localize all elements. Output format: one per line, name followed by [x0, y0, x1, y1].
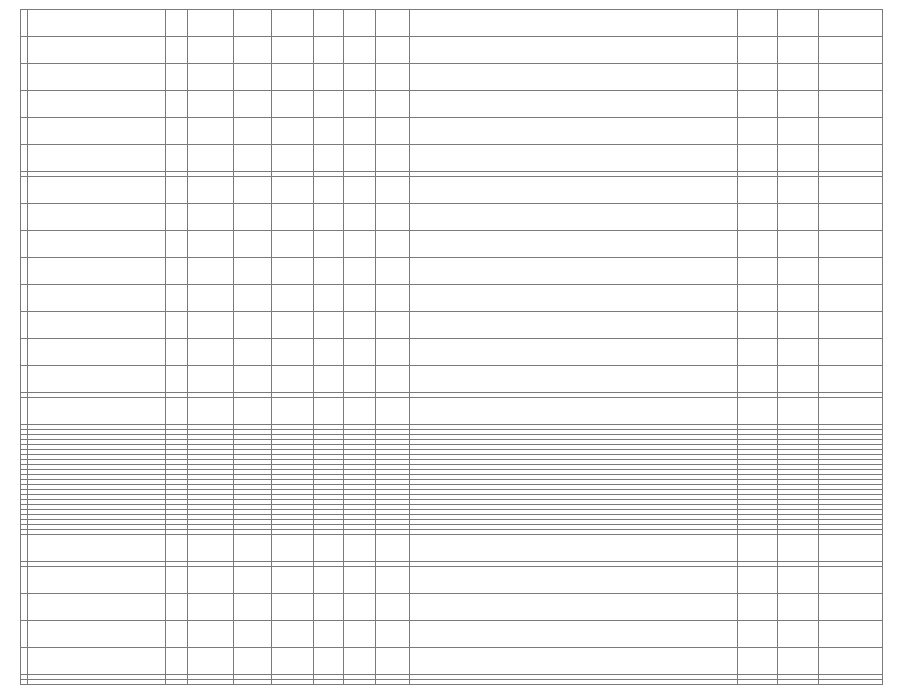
table-cell — [819, 535, 883, 562]
table-cell — [166, 204, 188, 231]
table-cell — [376, 680, 410, 685]
table-row — [21, 648, 883, 675]
table-cell — [234, 10, 272, 37]
table-cell — [314, 177, 344, 204]
table-row — [21, 64, 883, 91]
table-cell — [819, 648, 883, 675]
table-cell — [234, 621, 272, 648]
table-cell — [778, 37, 819, 64]
table-cell — [344, 567, 376, 594]
table-cell — [272, 339, 314, 366]
table-cell — [21, 64, 28, 91]
table-row — [21, 339, 883, 366]
table-cell — [738, 398, 778, 425]
table-cell — [234, 64, 272, 91]
table-cell — [314, 145, 344, 172]
table-cell — [166, 177, 188, 204]
table-cell — [272, 535, 314, 562]
table-cell — [778, 177, 819, 204]
table-cell — [344, 258, 376, 285]
table-cell — [344, 10, 376, 37]
table-cell — [188, 285, 234, 312]
table-cell — [344, 366, 376, 393]
table-cell — [28, 145, 166, 172]
table-cell — [21, 535, 28, 562]
table-cell — [21, 648, 28, 675]
document-sheet — [20, 9, 882, 623]
table-cell — [166, 339, 188, 366]
table-cell — [314, 398, 344, 425]
table-cell — [188, 312, 234, 339]
table-cell — [166, 118, 188, 145]
table-cell — [234, 91, 272, 118]
table-cell — [344, 64, 376, 91]
table-cell — [738, 258, 778, 285]
table-cell — [778, 648, 819, 675]
table-cell — [778, 204, 819, 231]
table-cell — [376, 145, 410, 172]
table-cell — [819, 258, 883, 285]
table-cell — [376, 567, 410, 594]
table-cell — [344, 285, 376, 312]
table-cell — [819, 37, 883, 64]
table-cell — [234, 594, 272, 621]
table-cell — [819, 145, 883, 172]
table-cell — [410, 648, 738, 675]
table-cell — [314, 10, 344, 37]
table-cell — [819, 312, 883, 339]
table-cell — [188, 680, 234, 685]
table-cell — [28, 339, 166, 366]
table-cell — [188, 37, 234, 64]
table-cell — [234, 118, 272, 145]
table-cell — [188, 366, 234, 393]
table-cell — [376, 535, 410, 562]
table-cell — [188, 10, 234, 37]
table-cell — [410, 366, 738, 393]
table-cell — [28, 621, 166, 648]
table-row — [21, 231, 883, 258]
table-cell — [819, 91, 883, 118]
table-cell — [778, 680, 819, 685]
table-cell — [28, 535, 166, 562]
table-cell — [819, 594, 883, 621]
table-cell — [344, 145, 376, 172]
table-cell — [778, 145, 819, 172]
table-cell — [376, 339, 410, 366]
table-cell — [234, 339, 272, 366]
table-cell — [166, 312, 188, 339]
table-cell — [272, 648, 314, 675]
table-cell — [778, 312, 819, 339]
table-cell — [738, 118, 778, 145]
table-cell — [376, 91, 410, 118]
table-row — [21, 621, 883, 648]
table-cell — [188, 567, 234, 594]
table-cell — [819, 621, 883, 648]
table-cell — [819, 680, 883, 685]
table-cell — [778, 621, 819, 648]
table-cell — [738, 621, 778, 648]
table-cell — [376, 118, 410, 145]
table-cell — [738, 648, 778, 675]
table-cell — [376, 398, 410, 425]
table-cell — [410, 91, 738, 118]
table-cell — [314, 91, 344, 118]
table-cell — [234, 567, 272, 594]
table-cell — [21, 37, 28, 64]
table-cell — [410, 10, 738, 37]
table-cell — [738, 145, 778, 172]
table-row — [21, 177, 883, 204]
table-row — [21, 285, 883, 312]
table-cell — [166, 567, 188, 594]
table-cell — [314, 312, 344, 339]
table-cell — [188, 398, 234, 425]
table-cell — [234, 285, 272, 312]
table-cell — [234, 648, 272, 675]
table-cell — [188, 339, 234, 366]
table-cell — [738, 231, 778, 258]
table-cell — [738, 567, 778, 594]
table-cell — [21, 312, 28, 339]
table-cell — [166, 64, 188, 91]
table-row — [21, 594, 883, 621]
table-cell — [376, 621, 410, 648]
table-cell — [376, 594, 410, 621]
table-cell — [738, 594, 778, 621]
table-cell — [376, 10, 410, 37]
table-cell — [21, 567, 28, 594]
table-cell — [344, 621, 376, 648]
table-cell — [272, 366, 314, 393]
table-cell — [738, 91, 778, 118]
table-row — [21, 145, 883, 172]
table-cell — [314, 339, 344, 366]
table-row — [21, 567, 883, 594]
table-cell — [28, 594, 166, 621]
table-cell — [819, 339, 883, 366]
table-cell — [314, 535, 344, 562]
table-cell — [21, 204, 28, 231]
table-cell — [778, 91, 819, 118]
table-cell — [738, 339, 778, 366]
table-row — [21, 680, 883, 685]
table-cell — [21, 145, 28, 172]
table-cell — [410, 398, 738, 425]
table-cell — [21, 231, 28, 258]
table-cell — [28, 204, 166, 231]
table-row — [21, 91, 883, 118]
table-row — [21, 312, 883, 339]
table-cell — [344, 118, 376, 145]
table-row — [21, 37, 883, 64]
table-cell — [738, 366, 778, 393]
table-cell — [314, 594, 344, 621]
table-cell — [272, 680, 314, 685]
table-cell — [314, 118, 344, 145]
table-cell — [188, 64, 234, 91]
table-cell — [376, 366, 410, 393]
table-row — [21, 535, 883, 562]
table-cell — [234, 312, 272, 339]
table-cell — [21, 91, 28, 118]
table-cell — [344, 204, 376, 231]
table-cell — [234, 177, 272, 204]
table-cell — [188, 91, 234, 118]
table-cell — [234, 258, 272, 285]
table-cell — [166, 621, 188, 648]
table-cell — [738, 204, 778, 231]
table-cell — [21, 594, 28, 621]
table-cell — [28, 258, 166, 285]
table-cell — [344, 594, 376, 621]
table-cell — [778, 231, 819, 258]
table-cell — [272, 91, 314, 118]
table-cell — [28, 118, 166, 145]
table-cell — [738, 680, 778, 685]
table-cell — [314, 258, 344, 285]
table-cell — [188, 118, 234, 145]
table-cell — [272, 145, 314, 172]
table-cell — [21, 366, 28, 393]
table-cell — [166, 535, 188, 562]
table-cell — [410, 594, 738, 621]
table-cell — [28, 567, 166, 594]
register-table — [20, 9, 883, 685]
table-cell — [166, 91, 188, 118]
table-cell — [314, 680, 344, 685]
table-cell — [819, 204, 883, 231]
table-cell — [272, 118, 314, 145]
table-cell — [188, 648, 234, 675]
table-cell — [410, 535, 738, 562]
table-cell — [166, 231, 188, 258]
table-cell — [234, 680, 272, 685]
table-cell — [166, 648, 188, 675]
table-cell — [344, 339, 376, 366]
table-row — [21, 10, 883, 37]
table-cell — [314, 648, 344, 675]
table-cell — [376, 285, 410, 312]
table-cell — [166, 10, 188, 37]
table-cell — [21, 621, 28, 648]
table-cell — [738, 535, 778, 562]
table-cell — [28, 398, 166, 425]
table-cell — [314, 64, 344, 91]
table-cell — [410, 680, 738, 685]
table-cell — [166, 680, 188, 685]
table-cell — [376, 258, 410, 285]
table-cell — [272, 312, 314, 339]
table-cell — [738, 177, 778, 204]
table-cell — [21, 177, 28, 204]
table-cell — [272, 285, 314, 312]
table-cell — [28, 648, 166, 675]
table-cell — [188, 145, 234, 172]
table-cell — [410, 567, 738, 594]
table-cell — [188, 231, 234, 258]
table-cell — [410, 177, 738, 204]
table-cell — [344, 37, 376, 64]
table-cell — [778, 567, 819, 594]
table-cell — [410, 285, 738, 312]
table-cell — [234, 204, 272, 231]
table-cell — [166, 258, 188, 285]
table-cell — [778, 398, 819, 425]
table-cell — [738, 285, 778, 312]
table-cell — [21, 258, 28, 285]
table-cell — [28, 37, 166, 64]
table-cell — [272, 177, 314, 204]
table-cell — [272, 398, 314, 425]
table-cell — [344, 398, 376, 425]
table-cell — [21, 10, 28, 37]
table-cell — [314, 621, 344, 648]
table-cell — [738, 10, 778, 37]
table-cell — [314, 231, 344, 258]
table-cell — [234, 145, 272, 172]
table-cell — [272, 10, 314, 37]
table-cell — [778, 258, 819, 285]
table-cell — [28, 91, 166, 118]
table-cell — [819, 177, 883, 204]
table-cell — [272, 258, 314, 285]
table-cell — [344, 535, 376, 562]
table-row — [21, 366, 883, 393]
table-cell — [272, 567, 314, 594]
table-cell — [234, 231, 272, 258]
table-cell — [272, 64, 314, 91]
table-cell — [188, 621, 234, 648]
table-cell — [28, 312, 166, 339]
table-cell — [234, 366, 272, 393]
table-cell — [21, 680, 28, 685]
table-cell — [344, 648, 376, 675]
table-cell — [778, 118, 819, 145]
table-cell — [166, 366, 188, 393]
table-cell — [819, 231, 883, 258]
table-cell — [410, 37, 738, 64]
table-cell — [28, 285, 166, 312]
table-row — [21, 398, 883, 425]
table-row — [21, 204, 883, 231]
table-cell — [166, 145, 188, 172]
table-cell — [410, 204, 738, 231]
table-cell — [376, 312, 410, 339]
table-cell — [410, 312, 738, 339]
table-cell — [166, 285, 188, 312]
table-cell — [188, 535, 234, 562]
table-cell — [188, 594, 234, 621]
table-cell — [28, 231, 166, 258]
table-cell — [376, 204, 410, 231]
table-cell — [272, 231, 314, 258]
table-cell — [376, 177, 410, 204]
table-cell — [234, 37, 272, 64]
table-cell — [188, 204, 234, 231]
table-cell — [410, 258, 738, 285]
table-cell — [376, 64, 410, 91]
table-cell — [234, 535, 272, 562]
table-cell — [376, 231, 410, 258]
table-cell — [819, 10, 883, 37]
table-cell — [819, 567, 883, 594]
table-cell — [410, 118, 738, 145]
table-cell — [234, 398, 272, 425]
table-cell — [819, 118, 883, 145]
table-cell — [166, 398, 188, 425]
table-cell — [738, 312, 778, 339]
table-cell — [738, 64, 778, 91]
table-cell — [410, 339, 738, 366]
table-cell — [819, 366, 883, 393]
table-cell — [344, 231, 376, 258]
table-cell — [28, 680, 166, 685]
table-cell — [344, 91, 376, 118]
table-cell — [778, 366, 819, 393]
table-cell — [778, 285, 819, 312]
table-cell — [21, 118, 28, 145]
table-cell — [410, 145, 738, 172]
table-cell — [272, 37, 314, 64]
table-cell — [778, 594, 819, 621]
table-cell — [738, 37, 778, 64]
table-cell — [344, 680, 376, 685]
table-cell — [376, 37, 410, 64]
table-cell — [778, 535, 819, 562]
table-cell — [21, 339, 28, 366]
table-cell — [21, 398, 28, 425]
table-cell — [314, 204, 344, 231]
table-cell — [28, 177, 166, 204]
table-cell — [314, 37, 344, 64]
table-cell — [28, 10, 166, 37]
table-cell — [410, 621, 738, 648]
table-cell — [28, 366, 166, 393]
table-cell — [188, 258, 234, 285]
table-cell — [314, 567, 344, 594]
table-cell — [819, 398, 883, 425]
table-cell — [272, 594, 314, 621]
table-cell — [188, 177, 234, 204]
table-cell — [344, 177, 376, 204]
table-row — [21, 258, 883, 285]
table-cell — [272, 621, 314, 648]
table-cell — [376, 648, 410, 675]
table-cell — [819, 285, 883, 312]
table-cell — [410, 231, 738, 258]
table-cell — [28, 64, 166, 91]
table-cell — [21, 285, 28, 312]
table-cell — [344, 312, 376, 339]
table-cell — [314, 285, 344, 312]
table-cell — [819, 64, 883, 91]
table-cell — [166, 37, 188, 64]
table-cell — [778, 64, 819, 91]
table-cell — [166, 594, 188, 621]
table-row — [21, 118, 883, 145]
table-cell — [778, 10, 819, 37]
table-cell — [778, 339, 819, 366]
table-cell — [314, 366, 344, 393]
table-cell — [272, 204, 314, 231]
table-cell — [410, 64, 738, 91]
